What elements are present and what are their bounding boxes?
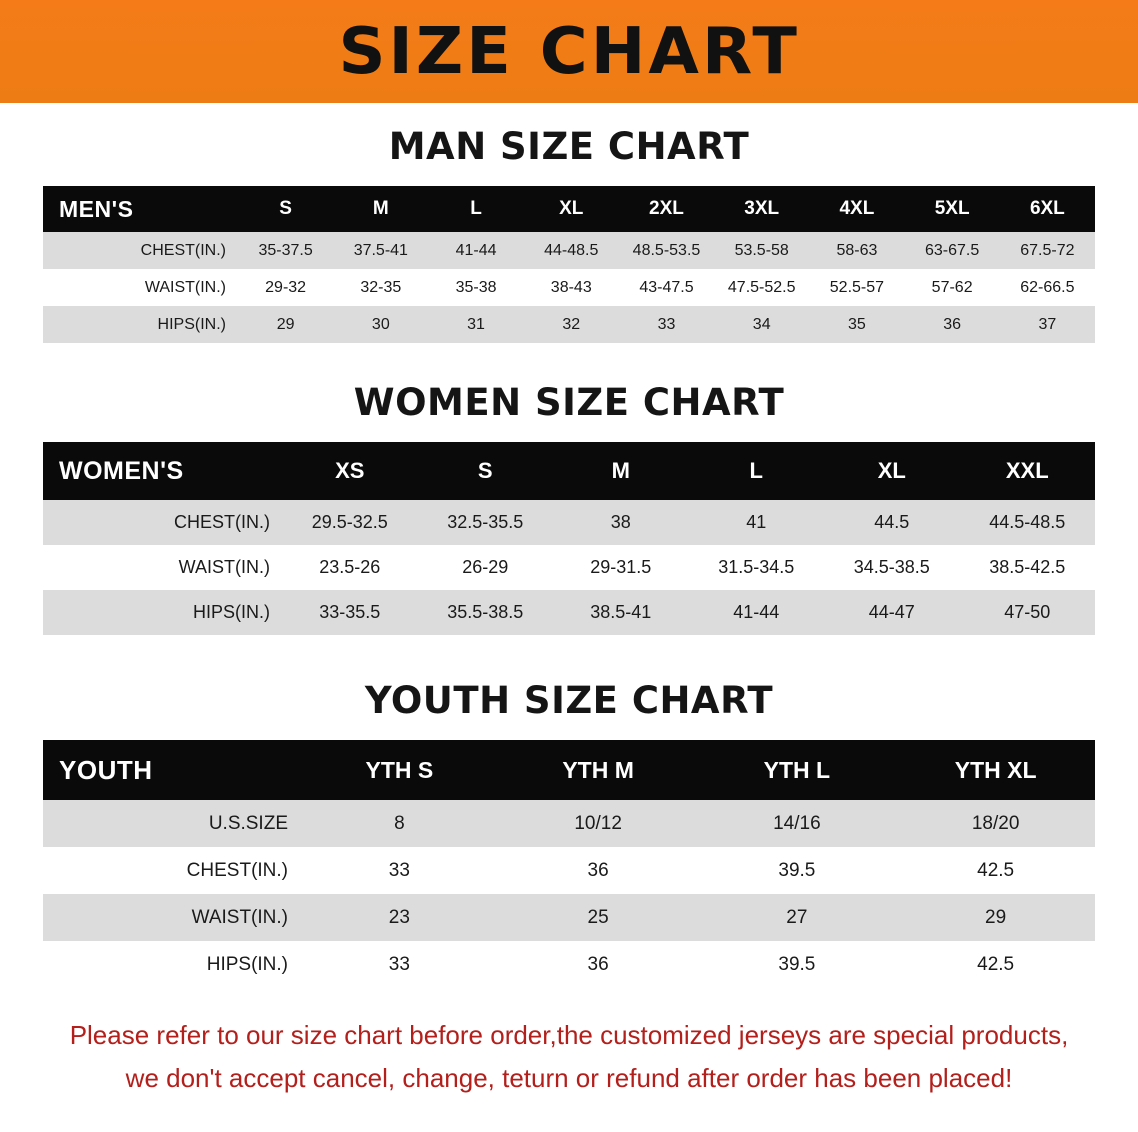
- women-header-label: WOMEN'S: [59, 456, 184, 485]
- women-header-m: M: [611, 458, 630, 483]
- page-title: SIZE CHART: [338, 14, 800, 89]
- youth-header-label: YOUTH: [59, 754, 153, 785]
- table-row: [43, 269, 1095, 306]
- youth-hips-xl: 42.5: [896, 941, 1095, 988]
- men-waist-xl: 38-43: [524, 269, 619, 306]
- men-size-table-wrap: [43, 186, 1095, 343]
- men-chest-l: 41-44: [428, 232, 523, 269]
- youth-chest-s: 33: [300, 847, 499, 894]
- women-waist-m: 29-31.5: [553, 545, 689, 590]
- men-chest-4xl: 58-63: [809, 232, 904, 269]
- men-hips-l: 31: [428, 306, 523, 343]
- youth-row-label-hips: HIPS(IN.): [43, 941, 300, 988]
- men-table-body: [43, 232, 1095, 343]
- youth-table-header: [43, 740, 1095, 800]
- youth-chest-xl: 42.5: [896, 847, 1095, 894]
- men-header-2xl: 2XL: [649, 198, 684, 219]
- men-chest-s: 35-37.5: [238, 232, 333, 269]
- table-header-row: [43, 740, 1095, 800]
- men-waist-5xl: 57-62: [905, 269, 1000, 306]
- women-section-heading: WOMEN SIZE CHART: [353, 381, 785, 424]
- women-header-l: L: [749, 458, 763, 483]
- men-waist-3xl: 47.5-52.5: [714, 269, 809, 306]
- table-row: [43, 306, 1095, 343]
- women-hips-xxl: 47-50: [960, 590, 1096, 635]
- women-header-s: S: [477, 458, 493, 483]
- men-header-3xl: 3XL: [744, 198, 780, 219]
- women-row-label-waist: WAIST(IN.): [43, 545, 282, 590]
- men-hips-2xl: 33: [619, 306, 714, 343]
- women-waist-xl: 34.5-38.5: [824, 545, 960, 590]
- men-chest-xl: 44-48.5: [524, 232, 619, 269]
- men-hips-4xl: 35: [809, 306, 904, 343]
- youth-waist-l: 27: [698, 894, 897, 941]
- women-chest-xl: 44.5: [824, 500, 960, 545]
- youth-size-table-wrap: [43, 740, 1095, 988]
- youth-waist-xl: 29: [896, 894, 1095, 941]
- table-header-row: [43, 442, 1095, 500]
- table-row: [43, 800, 1095, 847]
- disclaimer-line-1: Please refer to our size chart before order,the customized jerseys are special products,: [69, 1020, 1069, 1050]
- men-header-xl: XL: [559, 198, 584, 219]
- youth-row-label-chest: CHEST(IN.): [43, 847, 300, 894]
- men-row-label-waist: WAIST(IN.): [43, 269, 238, 306]
- youth-header-yth-s: YTH S: [365, 756, 434, 783]
- women-size-table-wrap: [43, 442, 1095, 635]
- men-hips-m: 30: [333, 306, 428, 343]
- youth-header-yth-xl: YTH XL: [954, 756, 1037, 783]
- men-waist-2xl: 43-47.5: [619, 269, 714, 306]
- men-chest-m: 37.5-41: [333, 232, 428, 269]
- women-chest-m: 38: [553, 500, 689, 545]
- disclaimer-note: [40, 1014, 1098, 1100]
- women-chest-l: 41: [689, 500, 825, 545]
- youth-row-label-waist: WAIST(IN.): [43, 894, 300, 941]
- men-header-4xl: 4XL: [839, 198, 875, 219]
- women-hips-s: 35.5-38.5: [418, 590, 554, 635]
- youth-hips-l: 39.5: [698, 941, 897, 988]
- table-row: [43, 590, 1095, 635]
- women-row-label-chest: CHEST(IN.): [43, 500, 282, 545]
- youth-us-size-l: 14/16: [698, 800, 897, 847]
- women-hips-xs: 33-35.5: [282, 590, 418, 635]
- men-size-table: [43, 186, 1095, 343]
- women-size-table: [43, 442, 1095, 635]
- men-hips-5xl: 36: [905, 306, 1000, 343]
- men-header-5xl: 5XL: [934, 198, 970, 219]
- youth-hips-s: 33: [300, 941, 499, 988]
- youth-us-size-m: 10/12: [499, 800, 698, 847]
- men-chest-6xl: 67.5-72: [1000, 232, 1095, 269]
- men-chest-5xl: 63-67.5: [905, 232, 1000, 269]
- man-section-heading: MAN SIZE CHART: [388, 125, 750, 168]
- men-waist-4xl: 52.5-57: [809, 269, 904, 306]
- table-row: [43, 545, 1095, 590]
- women-hips-l: 41-44: [689, 590, 825, 635]
- youth-hips-m: 36: [499, 941, 698, 988]
- youth-waist-s: 23: [300, 894, 499, 941]
- table-row: [43, 232, 1095, 269]
- men-hips-3xl: 34: [714, 306, 809, 343]
- men-table-header: [43, 186, 1095, 232]
- youth-header-yth-l: YTH L: [763, 756, 831, 783]
- women-table-body: [43, 500, 1095, 635]
- table-row: [43, 500, 1095, 545]
- women-row-label-hips: HIPS(IN.): [43, 590, 282, 635]
- men-hips-xl: 32: [524, 306, 619, 343]
- women-header-xs: XS: [335, 458, 365, 483]
- women-chest-s: 32.5-35.5: [418, 500, 554, 545]
- men-waist-l: 35-38: [428, 269, 523, 306]
- table-header-row: [43, 186, 1095, 232]
- men-chest-3xl: 53.5-58: [714, 232, 809, 269]
- women-hips-xl: 44-47: [824, 590, 960, 635]
- men-hips-s: 29: [238, 306, 333, 343]
- page-banner: [0, 0, 1138, 103]
- youth-us-size-xl: 18/20: [896, 800, 1095, 847]
- women-waist-xs: 23.5-26: [282, 545, 418, 590]
- youth-header-yth-m: YTH M: [562, 756, 634, 783]
- women-header-xxl: XXL: [1005, 458, 1049, 483]
- men-row-label-hips: HIPS(IN.): [43, 306, 238, 343]
- youth-row-label-us-size: U.S.SIZE: [43, 800, 300, 847]
- men-waist-s: 29-32: [238, 269, 333, 306]
- table-row: [43, 894, 1095, 941]
- women-hips-m: 38.5-41: [553, 590, 689, 635]
- women-chest-xs: 29.5-32.5: [282, 500, 418, 545]
- men-header-m: M: [372, 198, 389, 219]
- women-header-xl: XL: [877, 458, 906, 483]
- men-header-l: L: [470, 198, 482, 219]
- youth-table-body: [43, 800, 1095, 988]
- men-waist-m: 32-35: [333, 269, 428, 306]
- youth-waist-m: 25: [499, 894, 698, 941]
- men-chest-2xl: 48.5-53.5: [619, 232, 714, 269]
- women-waist-l: 31.5-34.5: [689, 545, 825, 590]
- women-waist-xxl: 38.5-42.5: [960, 545, 1096, 590]
- women-chest-xxl: 44.5-48.5: [960, 500, 1096, 545]
- table-row: [43, 941, 1095, 988]
- women-table-header: [43, 442, 1095, 500]
- youth-section-heading: YOUTH SIZE CHART: [364, 679, 774, 722]
- youth-size-table: [43, 740, 1095, 988]
- youth-us-size-s: 8: [300, 800, 499, 847]
- men-hips-6xl: 37: [1000, 306, 1095, 343]
- table-row: [43, 847, 1095, 894]
- men-row-label-chest: CHEST(IN.): [43, 232, 238, 269]
- men-header-label: MEN'S: [59, 195, 134, 222]
- disclaimer-line-2: we don't accept cancel, change, teturn or refund after order has been placed!: [125, 1062, 1013, 1093]
- youth-chest-l: 39.5: [698, 847, 897, 894]
- women-waist-s: 26-29: [418, 545, 554, 590]
- men-header-s: S: [279, 198, 292, 219]
- men-waist-6xl: 62-66.5: [1000, 269, 1095, 306]
- men-header-6xl: 6XL: [1029, 198, 1065, 219]
- youth-chest-m: 36: [499, 847, 698, 894]
